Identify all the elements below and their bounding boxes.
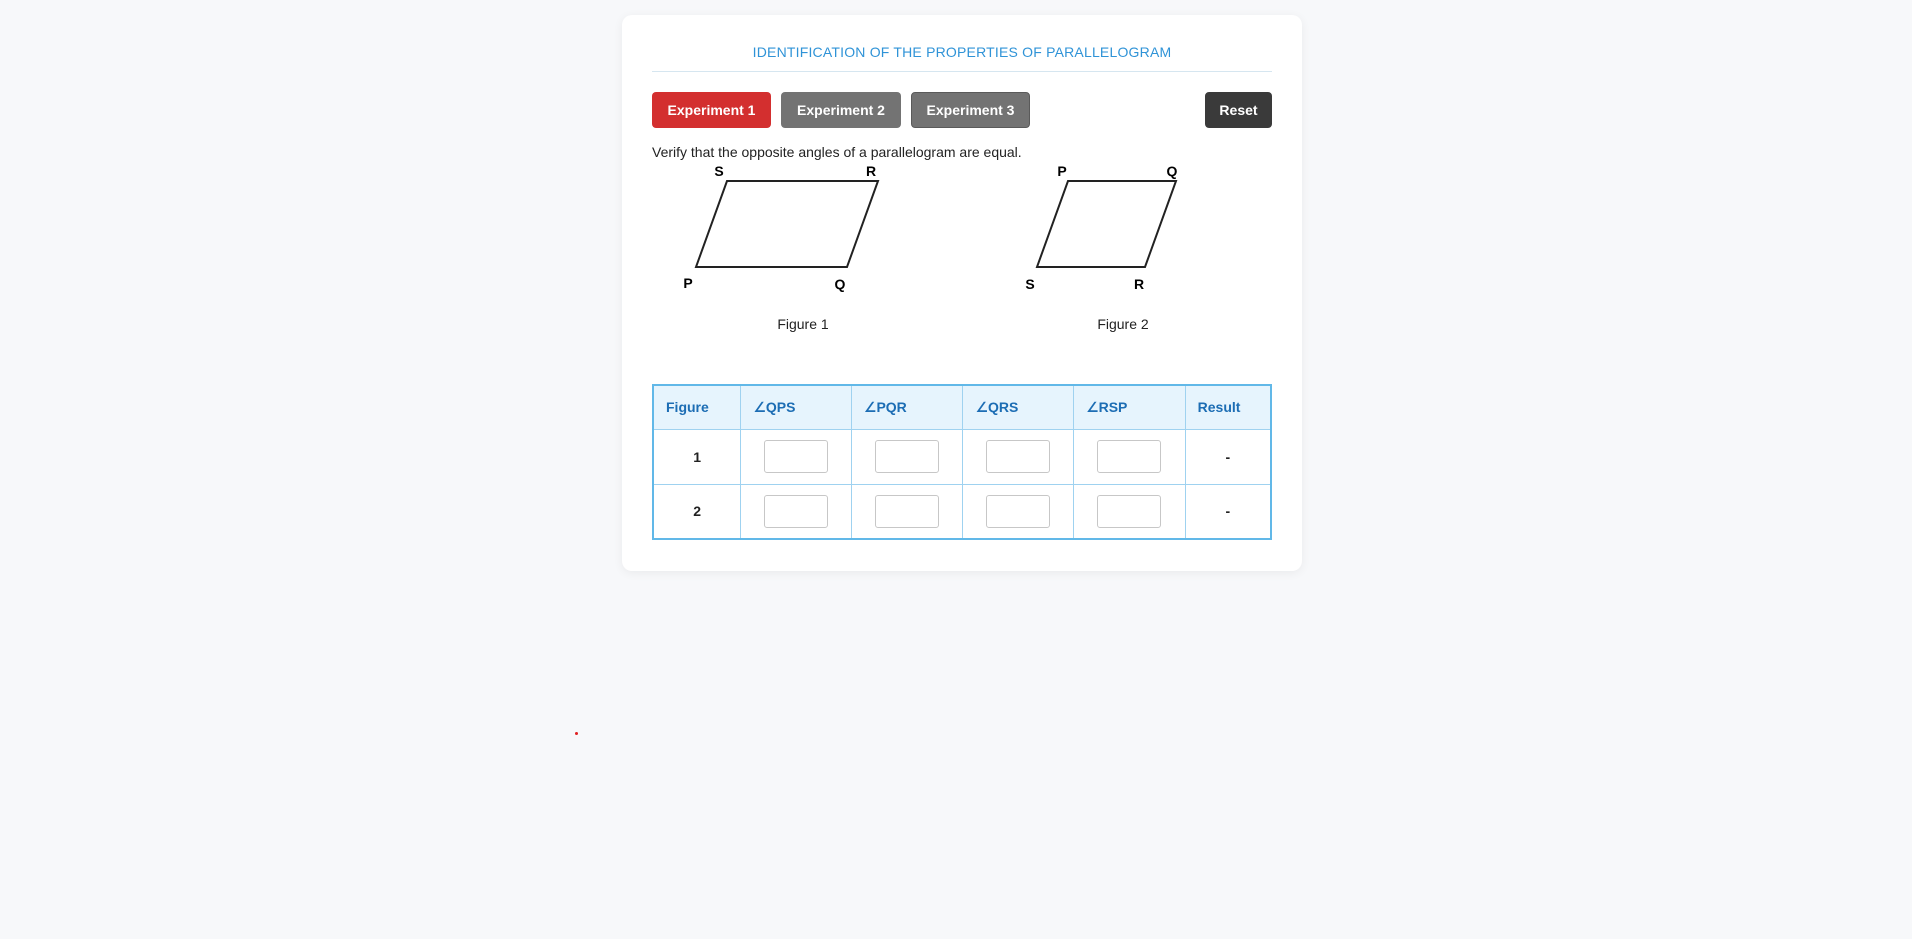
toolbar: [652, 92, 1272, 128]
figure-2-caption: Figure 2: [1097, 316, 1149, 332]
experiment-card: [622, 15, 1302, 571]
angle-cell: [1074, 484, 1186, 539]
page-title: IDENTIFICATION OF THE PROPERTIES OF PARALLELOGRAM: [652, 15, 1272, 72]
angle-cell: [851, 429, 963, 484]
angle-cell: [963, 429, 1074, 484]
figure-1-vertex-bottom-right: Q: [834, 276, 846, 292]
figure-2-vertex-bottom-left: S: [1025, 276, 1035, 292]
angles-table-wrap: [652, 384, 1272, 540]
angle-rsp-input-1[interactable]: [1097, 440, 1161, 473]
result-cell: -: [1185, 429, 1271, 484]
angle-rsp-input-2[interactable]: [1097, 495, 1161, 528]
figure-1-vertex-bottom-left: P: [683, 275, 693, 291]
figure-1-caption: Figure 1: [777, 316, 829, 332]
angle-cell: [741, 484, 852, 539]
experiment-1-button[interactable]: Experiment 1: [652, 92, 771, 128]
header-angle-qrs: ∠QRS: [963, 385, 1074, 429]
figures-svg: [652, 162, 1272, 362]
experiment-2-button[interactable]: Experiment 2: [781, 92, 901, 128]
angle-qrs-input-1[interactable]: [986, 440, 1050, 473]
figure-1-parallelogram: [696, 181, 878, 267]
header-angle-rsp: ∠RSP: [1074, 385, 1186, 429]
angle-qps-input-1[interactable]: [764, 440, 828, 473]
figure-2-vertex-top-left: P: [1057, 163, 1067, 179]
figure-1-vertex-top-left: S: [714, 163, 724, 179]
table-header-row: [653, 385, 1271, 429]
figures-area: [652, 162, 1272, 362]
angle-qps-input-2[interactable]: [764, 495, 828, 528]
header-angle-pqr: ∠PQR: [851, 385, 963, 429]
angle-cell: [1074, 429, 1186, 484]
figure-number: 2: [653, 484, 741, 539]
figure-1-vertex-top-right: R: [865, 163, 877, 179]
table-row: [653, 429, 1271, 484]
angle-cell: [851, 484, 963, 539]
pointer-dot: [575, 732, 578, 735]
angle-cell: [741, 429, 852, 484]
table-row: [653, 484, 1271, 539]
figure-2-parallelogram: [1037, 181, 1176, 267]
angle-cell: [963, 484, 1074, 539]
figure-2-vertex-bottom-right: R: [1133, 276, 1145, 292]
angle-qrs-input-2[interactable]: [986, 495, 1050, 528]
figure-number: 1: [653, 429, 741, 484]
angle-pqr-input-1[interactable]: [875, 440, 939, 473]
header-angle-qps: ∠QPS: [741, 385, 852, 429]
reset-button[interactable]: Reset: [1205, 92, 1272, 128]
angles-table: [652, 384, 1272, 540]
result-cell: -: [1185, 484, 1271, 539]
instruction-text: Verify that the opposite angles of a parallelogram are equal.: [652, 144, 1022, 160]
figure-2-vertex-top-right: Q: [1166, 163, 1178, 179]
header-figure: Figure: [653, 385, 741, 429]
experiment-3-button[interactable]: Experiment 3: [911, 92, 1030, 128]
angle-pqr-input-2[interactable]: [875, 495, 939, 528]
header-result: Result: [1185, 385, 1271, 429]
